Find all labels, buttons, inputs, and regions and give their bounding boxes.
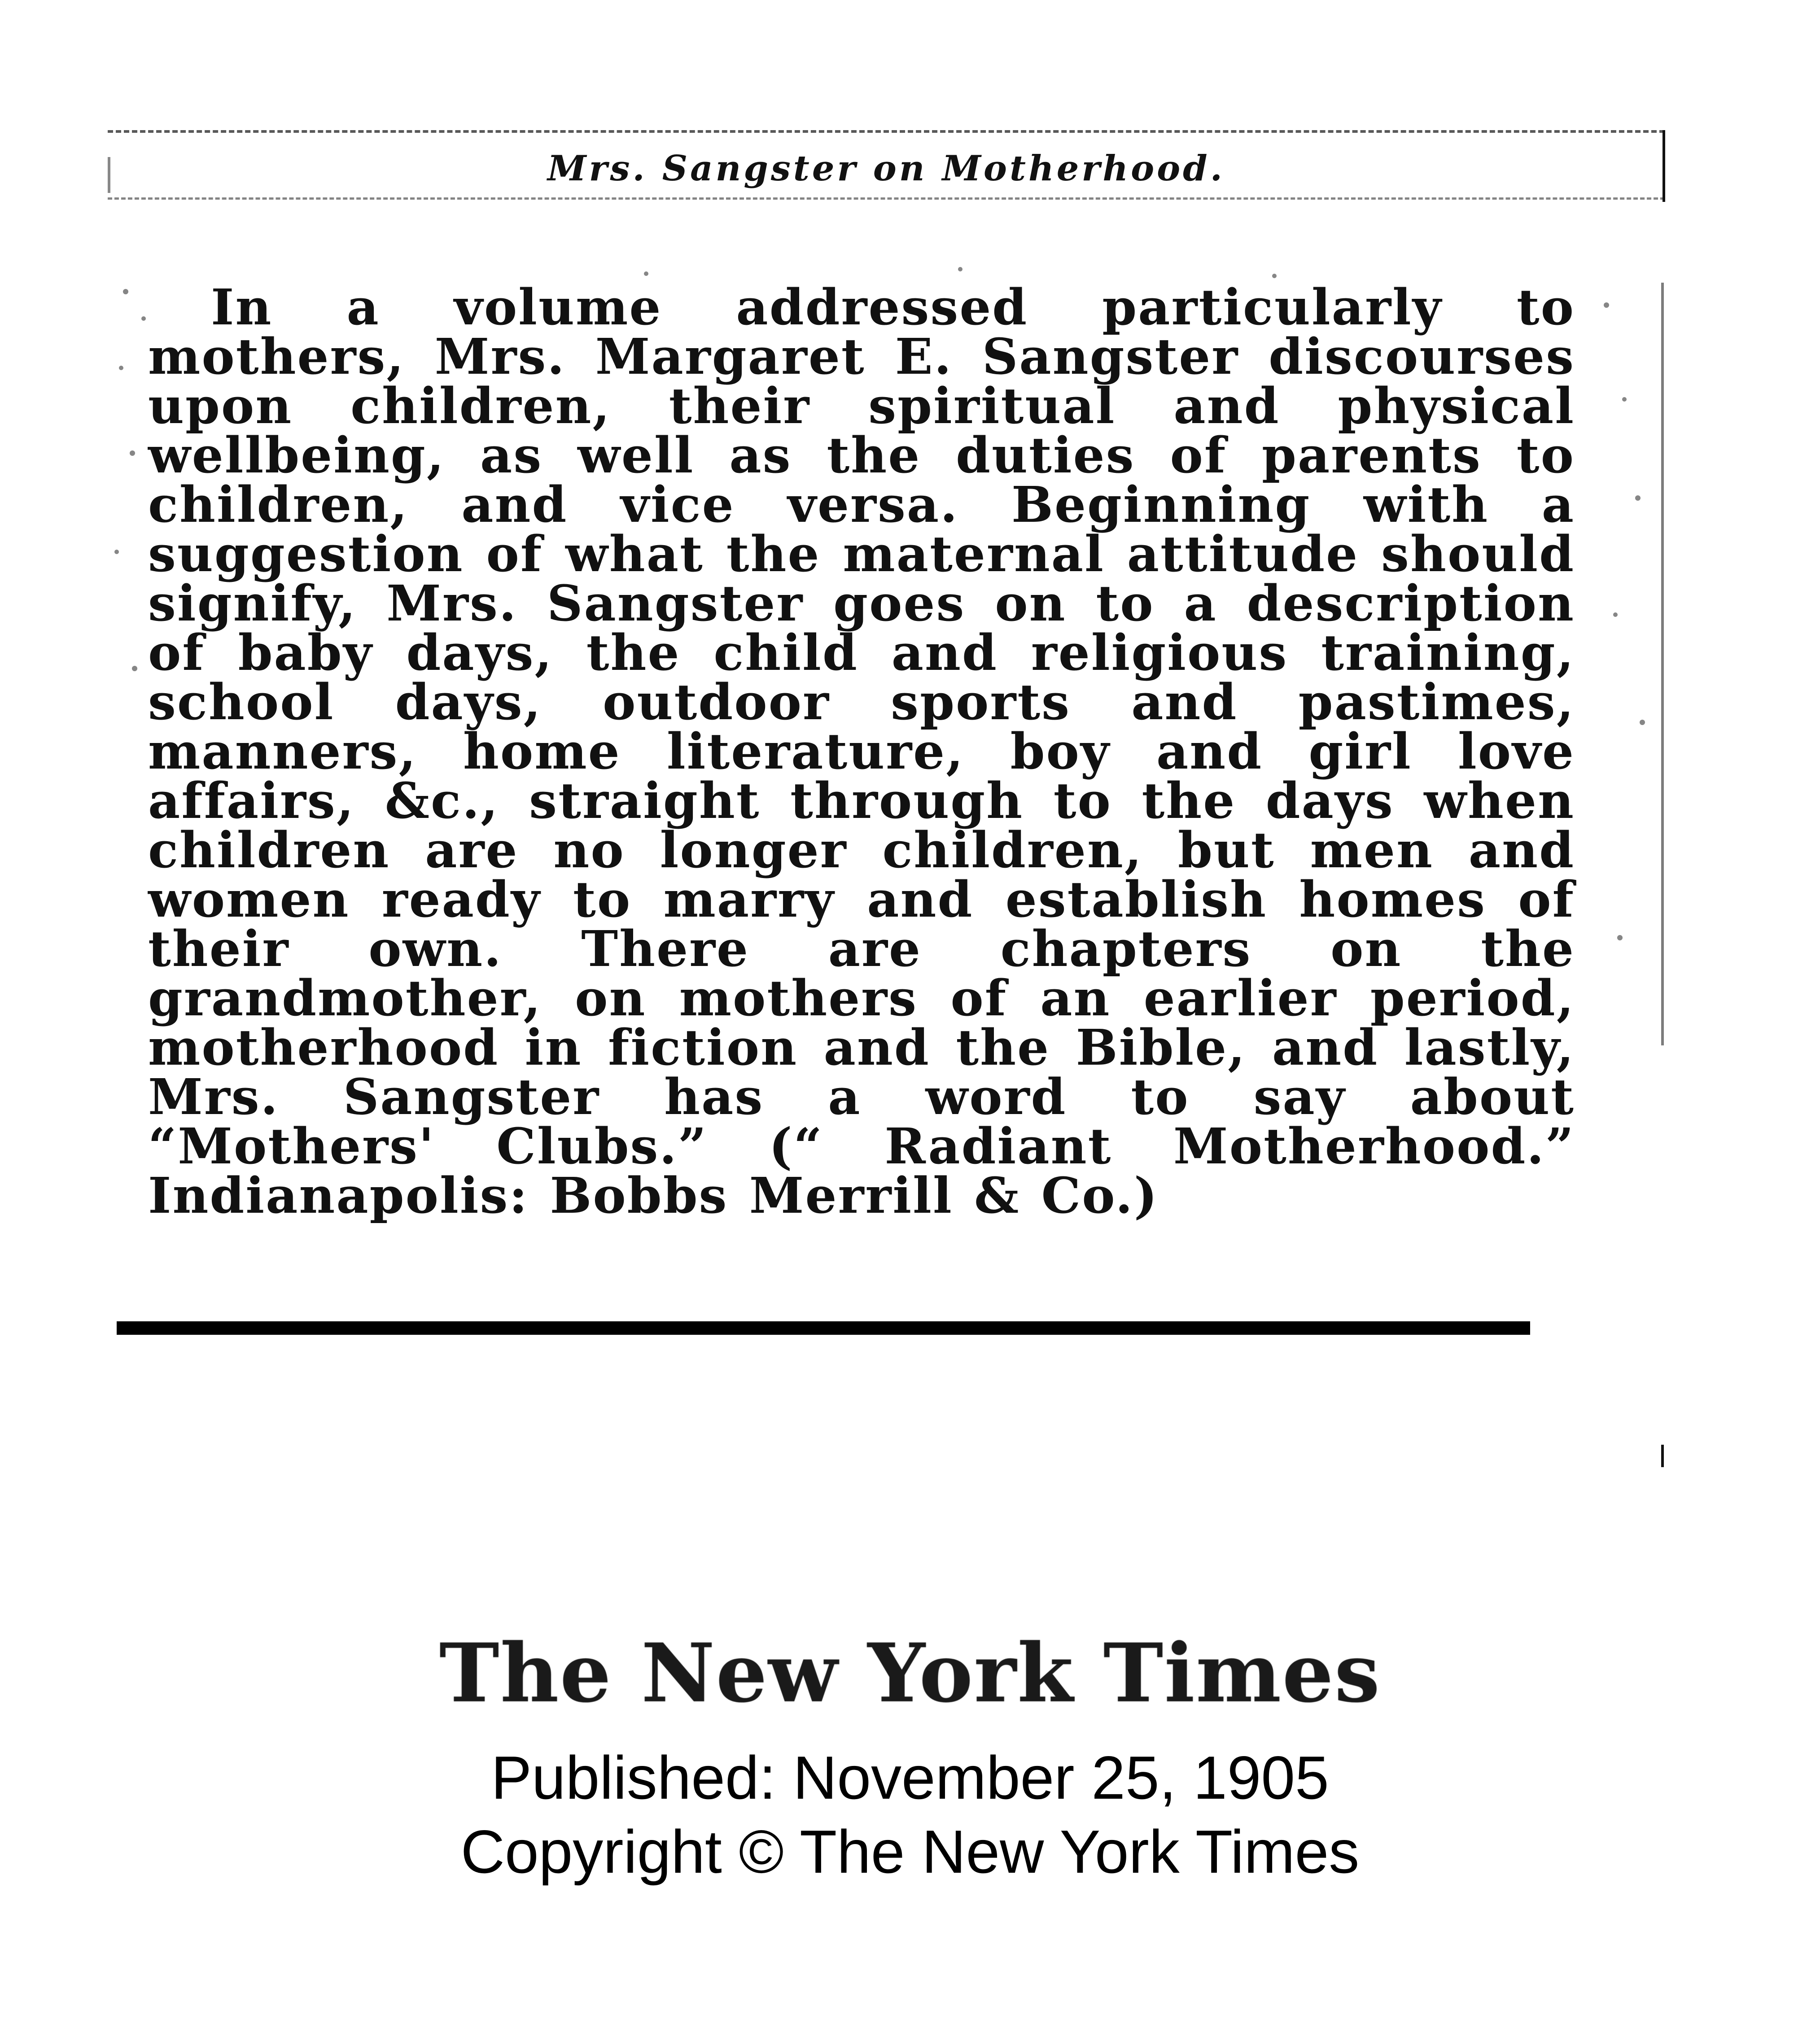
left-edge-mark bbox=[108, 157, 110, 193]
right-edge-mark bbox=[1661, 283, 1664, 1045]
bottom-rule bbox=[117, 1321, 1530, 1335]
top-rule bbox=[108, 130, 1665, 136]
right-edge-mark bbox=[1662, 130, 1665, 202]
footer bbox=[0, 1624, 1820, 1889]
article-clipping bbox=[108, 130, 1669, 1472]
article-headline: Mrs. Sangster on Motherhood. bbox=[547, 148, 1225, 189]
copyright-notice: Copyright © The New York Times bbox=[460, 1818, 1360, 1886]
article-body: In a volume addressed particularly to mothers, Mrs. Margaret E. Sangster discourses upon children, their spiritual and physical wellbeing, as well as the duties of parents to children, and vice versa. Beginning with a suggestion of what the maternal attitude should signify, Mrs. Sangster goes on to a description of baby days, the child and religious training, school days, outdoor sports and pastimes, manners, home literature, boy and girl love affairs, &c., straight through to the days when children are no longer children, but men and women ready to marry and establish homes of their own. There are chapters on the grandmother, on mothers of an earlier period, motherhood in fiction and the Bible, and lastly, Mrs. Sangster has a word to say about “Mothers' Clubs.” (“ Radiant Motherhood.” Indianapolis: Bobbs Merrill & Co.) bbox=[148, 278, 1575, 1224]
headline-rule bbox=[108, 197, 1665, 202]
nyt-masthead-logo: The New York Times bbox=[439, 1626, 1381, 1721]
published-date: Published: November 25, 1905 bbox=[491, 1744, 1329, 1812]
right-edge-mark bbox=[1661, 1445, 1664, 1467]
